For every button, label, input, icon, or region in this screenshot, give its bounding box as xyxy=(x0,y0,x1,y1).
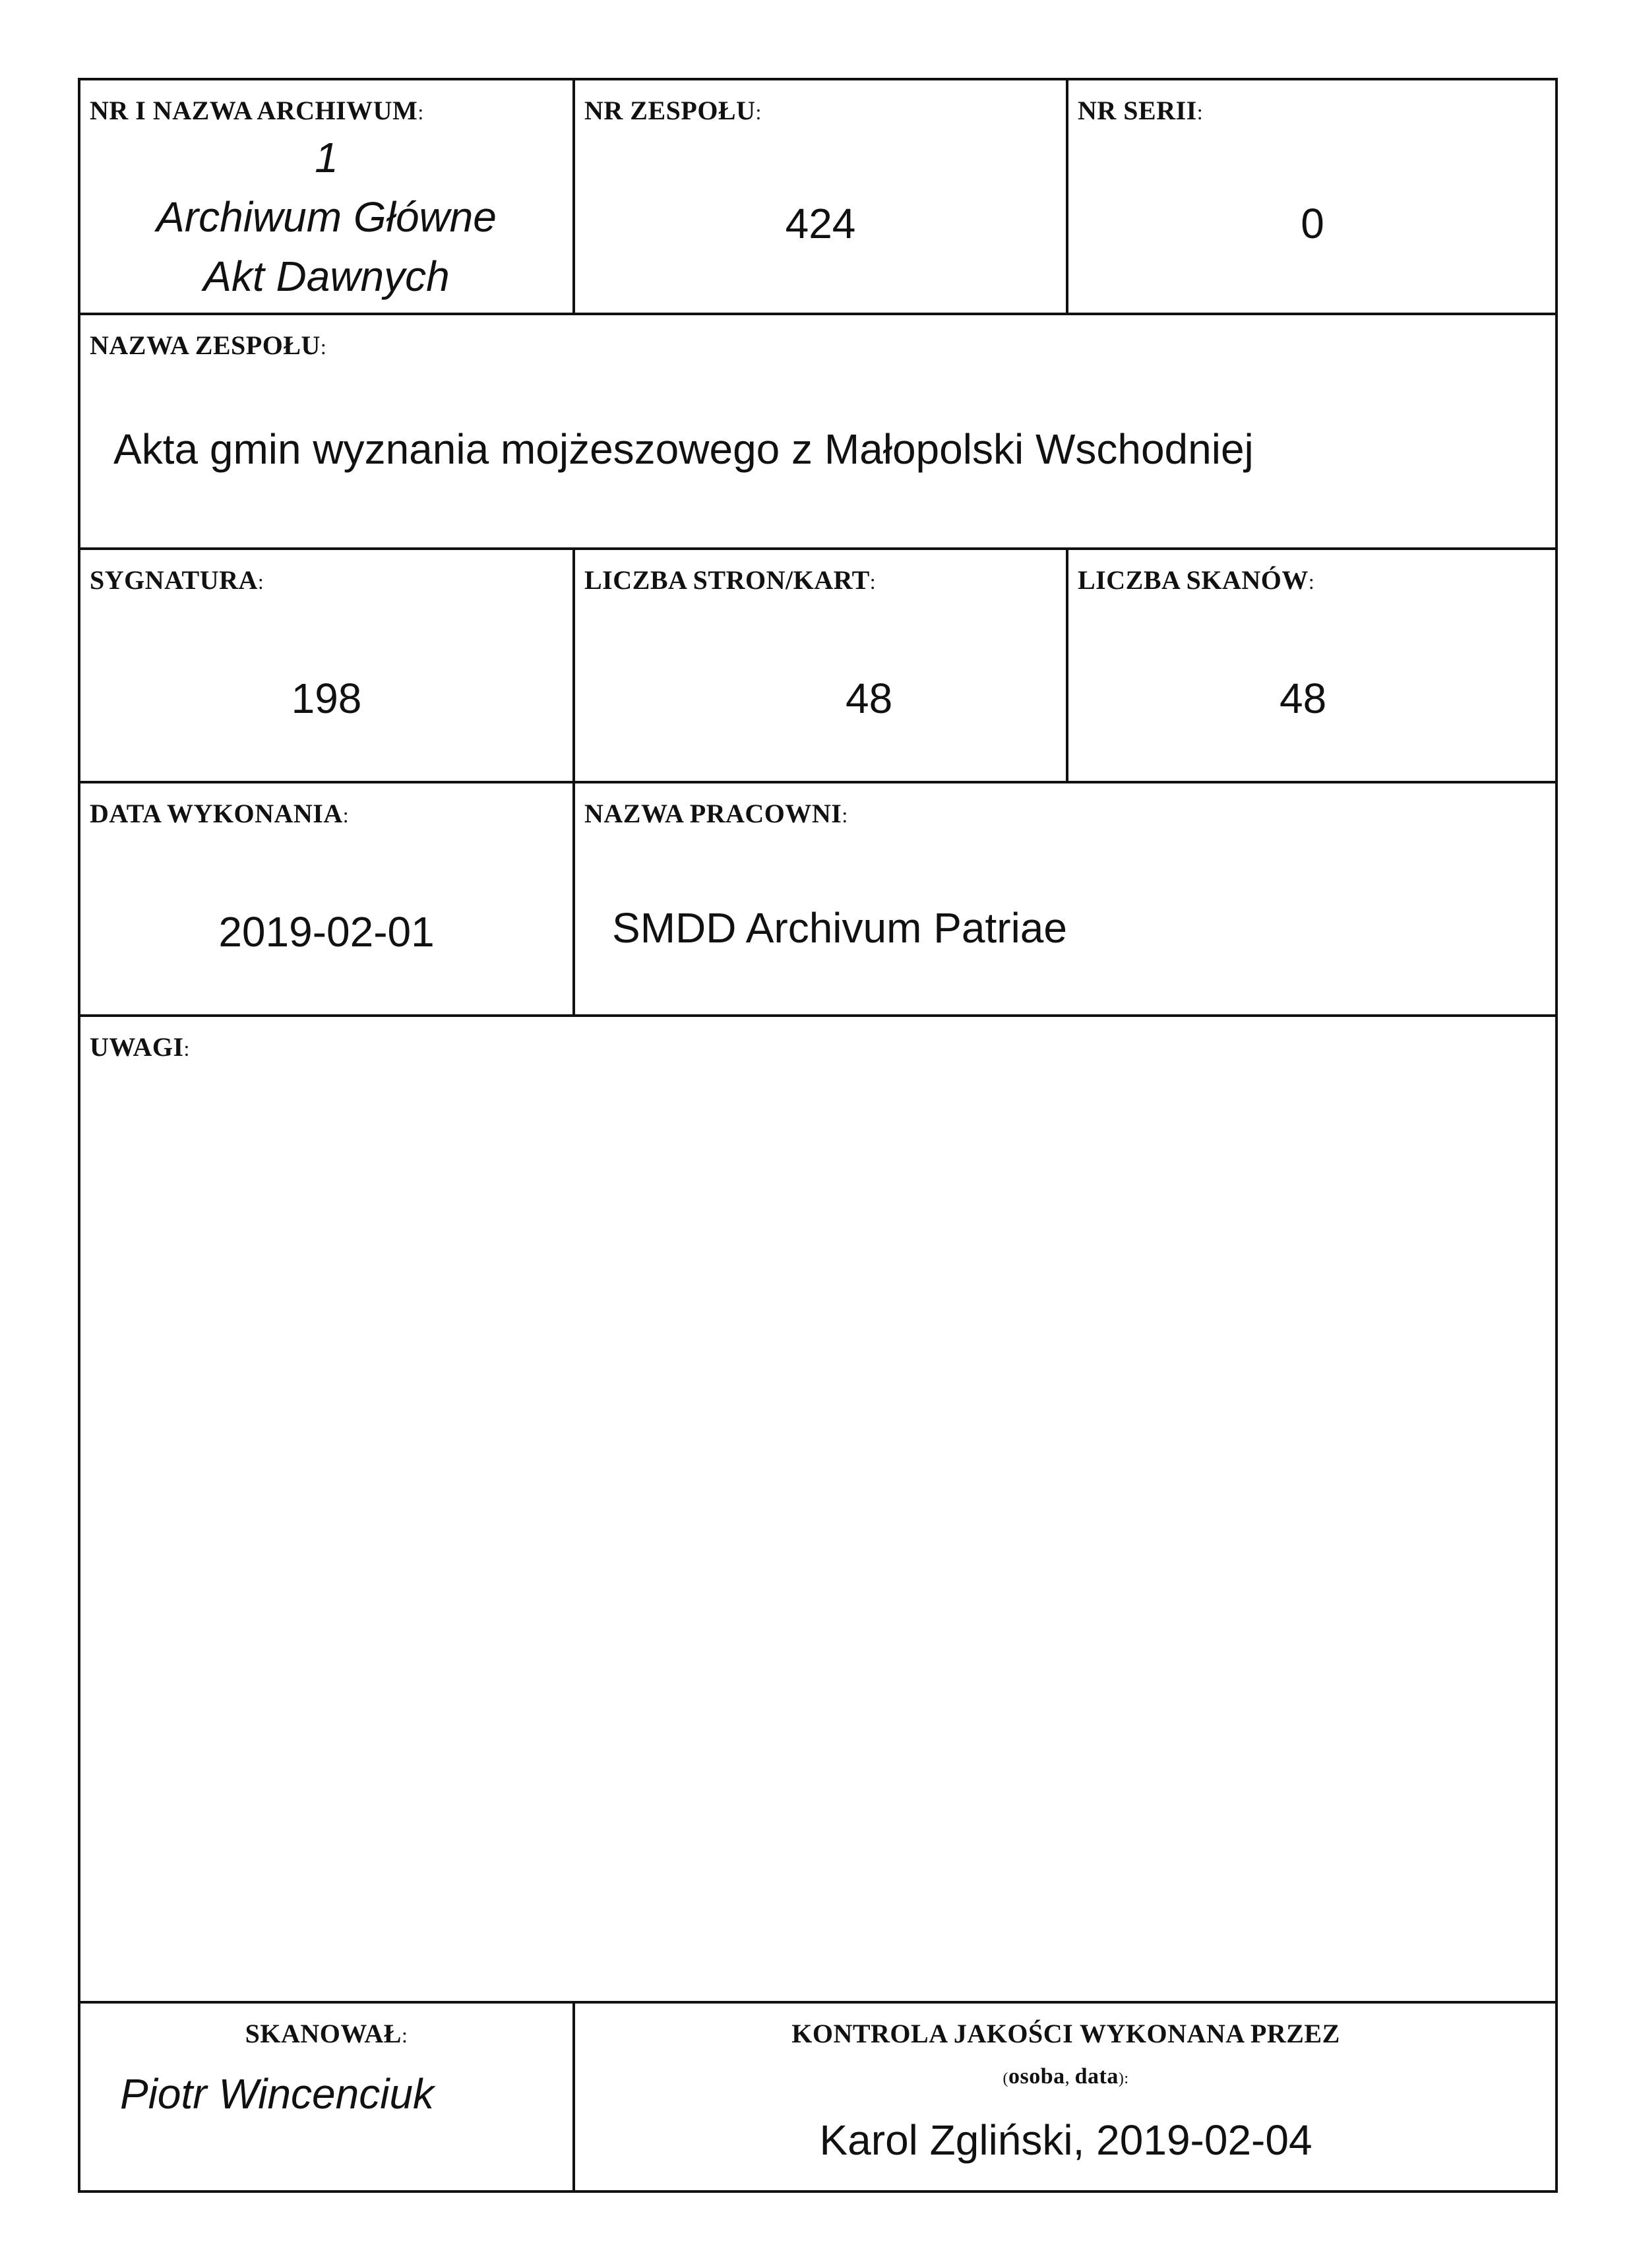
scanned-by-label: SKANOWAŁ xyxy=(245,2019,402,2048)
quality-control-sublabel-osoba: osoba xyxy=(1008,2064,1065,2089)
workshop-name-cell: NAZWA PRACOWNI: SMDD Archivum Patriae xyxy=(584,799,1067,952)
quality-control-sublabel: (osoba, data): xyxy=(1003,2064,1129,2089)
quality-control-sublabel-data: data xyxy=(1074,2064,1119,2089)
fonds-number-label: NR ZESPOŁU xyxy=(584,96,756,125)
pages-count-cell: LICZBA STRON/KART: 48 xyxy=(584,565,893,722)
fonds-number-value: 424 xyxy=(785,200,856,247)
series-number-label: NR SERII xyxy=(1078,96,1197,125)
archive-number: 1 xyxy=(315,134,338,181)
remarks-cell: UWAGI: xyxy=(90,1032,190,1062)
fonds-name-cell: NAZWA ZESPOŁU: Akta gmin wyznania mojżeszowego z Małopolski Wschodniej xyxy=(90,330,1254,473)
workshop-name-label: NAZWA PRACOWNI xyxy=(584,799,842,828)
archive-label: NR I NAZWA ARCHIWUM xyxy=(90,96,418,125)
scans-count-cell: LICZBA SKANÓW: 48 xyxy=(1078,565,1327,722)
archive-name-line1: Archiwum Główne xyxy=(156,193,497,241)
pages-count-label: LICZBA STRON/KART xyxy=(584,565,870,595)
archive-cell: NR I NAZWA ARCHIWUM: 1 Archiwum Główne Akt Dawnych xyxy=(80,80,572,313)
fonds-number-cell: NR ZESPOŁU: 424 xyxy=(575,80,1066,313)
quality-control-cell xyxy=(575,2004,1557,2193)
signature-value: 198 xyxy=(291,675,362,722)
series-number-cell: NR SERII: 0 xyxy=(1068,80,1557,313)
archive-name-line2: Akt Dawnych xyxy=(203,253,450,300)
signature-cell: SYGNATURA: 198 xyxy=(80,550,572,781)
scans-count-label: LICZBA SKANÓW xyxy=(1078,565,1309,595)
series-number-value: 0 xyxy=(1301,200,1324,247)
fonds-name-label: NAZWA ZESPOŁU xyxy=(90,330,321,360)
remarks-label: UWAGI xyxy=(90,1032,184,1062)
scanned-by-value: Piotr Wincenciuk xyxy=(120,2070,435,2118)
quality-control-label: KONTROLA JAKOŚCI WYKONANA PRZEZ xyxy=(791,2019,1340,2048)
metadata-sheet xyxy=(78,78,1558,2193)
signature-label: SYGNATURA xyxy=(90,565,258,595)
execution-date-value: 2019-02-01 xyxy=(218,908,435,956)
execution-date-cell: DATA WYKONANIA: 2019-02-01 xyxy=(80,783,572,1014)
scanned-by-cell: SKANOWAŁ: Piotr Wincenciuk xyxy=(120,2019,435,2118)
quality-control-value: Karol Zgliński, 2019-02-04 xyxy=(819,2116,1312,2164)
fonds-name-value: Akta gmin wyznania mojżeszowego z Małopolski Wschodniej xyxy=(113,425,1254,473)
pages-count-value: 48 xyxy=(846,675,893,722)
scans-count-value: 48 xyxy=(1280,675,1327,722)
workshop-name-value: SMDD Archivum Patriae xyxy=(612,904,1067,952)
execution-date-label: DATA WYKONANIA xyxy=(90,799,343,828)
